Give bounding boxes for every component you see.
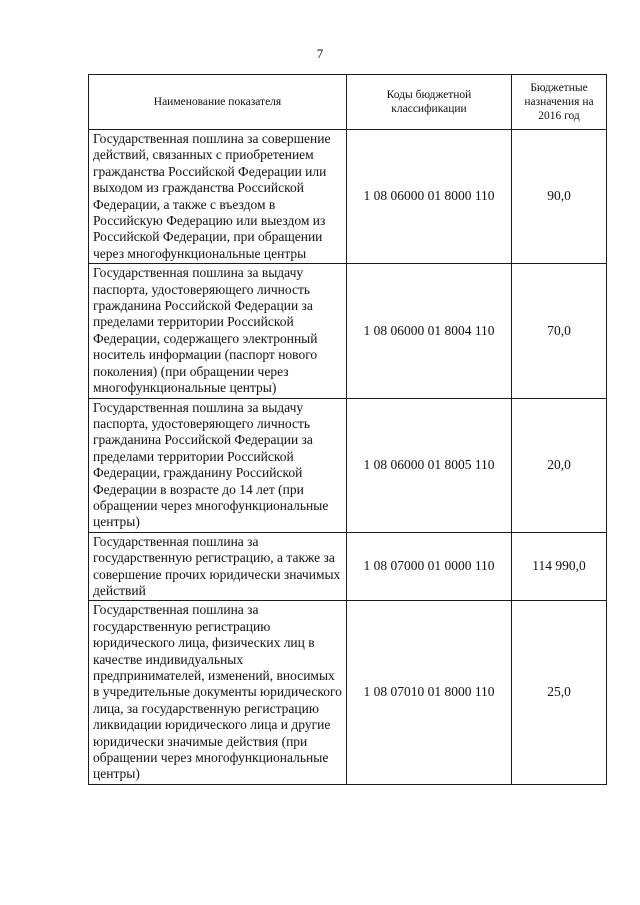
budget-table: [88, 74, 607, 785]
table-body: [89, 130, 607, 785]
table-row: [89, 264, 607, 398]
row-name: Государственная пошлина за выдачу паспорта, удостоверяющего личность гражданина Российской Федерации за пределами территории Российской Федерации, гражданину Российской Федерации в возрасте до 14 лет (при обращении через многофункциональные центры): [89, 398, 347, 532]
row-amount: 114 990,0: [512, 532, 607, 601]
header-amount: Бюджетные назначения на 2016 год: [512, 75, 607, 130]
row-name: Государственная пошлина за совершение действий, связанных с приобретением гражданства Российской Федерации или выходом из гражданства Российской Федерации, а также с въездом в Российскую Федерацию или выездом из Российской Федерации, при обращении через многофункциональные центры: [89, 130, 347, 264]
table-row: [89, 532, 607, 601]
row-name: Государственная пошлина за государственную регистрацию юридического лица, физических лиц в качестве индивидуальных предпринимателей, изменений, вносимых в учредительные документы юридического лица, за государственную регистрацию ликвидации юридического лица и другие юридически значимые действия (при обращении через многофункциональные центры): [89, 601, 347, 784]
row-code: 1 08 07010 01 8000 110: [347, 601, 512, 784]
table-header: [89, 75, 607, 130]
row-code: 1 08 06000 01 8004 110: [347, 264, 512, 398]
row-code: 1 08 06000 01 8005 110: [347, 398, 512, 532]
row-code: 1 08 06000 01 8000 110: [347, 130, 512, 264]
row-name: Государственная пошлина за государственную регистрацию, а также за совершение прочих юридически значимых действий: [89, 532, 347, 601]
table-row: [89, 130, 607, 264]
header-name: Наименование показателя: [89, 75, 347, 130]
row-amount: 90,0: [512, 130, 607, 264]
row-name: Государственная пошлина за выдачу паспорта, удостоверяющего личность гражданина Российской Федерации за пределами территории Российской Федерации, содержащего электронный носитель информации (паспорт нового поколения) (при обращении через многофункциональные центры): [89, 264, 347, 398]
table-row: [89, 601, 607, 784]
table-row: [89, 398, 607, 532]
header-row: [89, 75, 607, 130]
row-code: 1 08 07000 01 0000 110: [347, 532, 512, 601]
row-amount: 70,0: [512, 264, 607, 398]
row-amount: 25,0: [512, 601, 607, 784]
row-amount: 20,0: [512, 398, 607, 532]
page-number: 7: [316, 46, 324, 61]
header-code: Коды бюджетной классификации: [347, 75, 512, 130]
